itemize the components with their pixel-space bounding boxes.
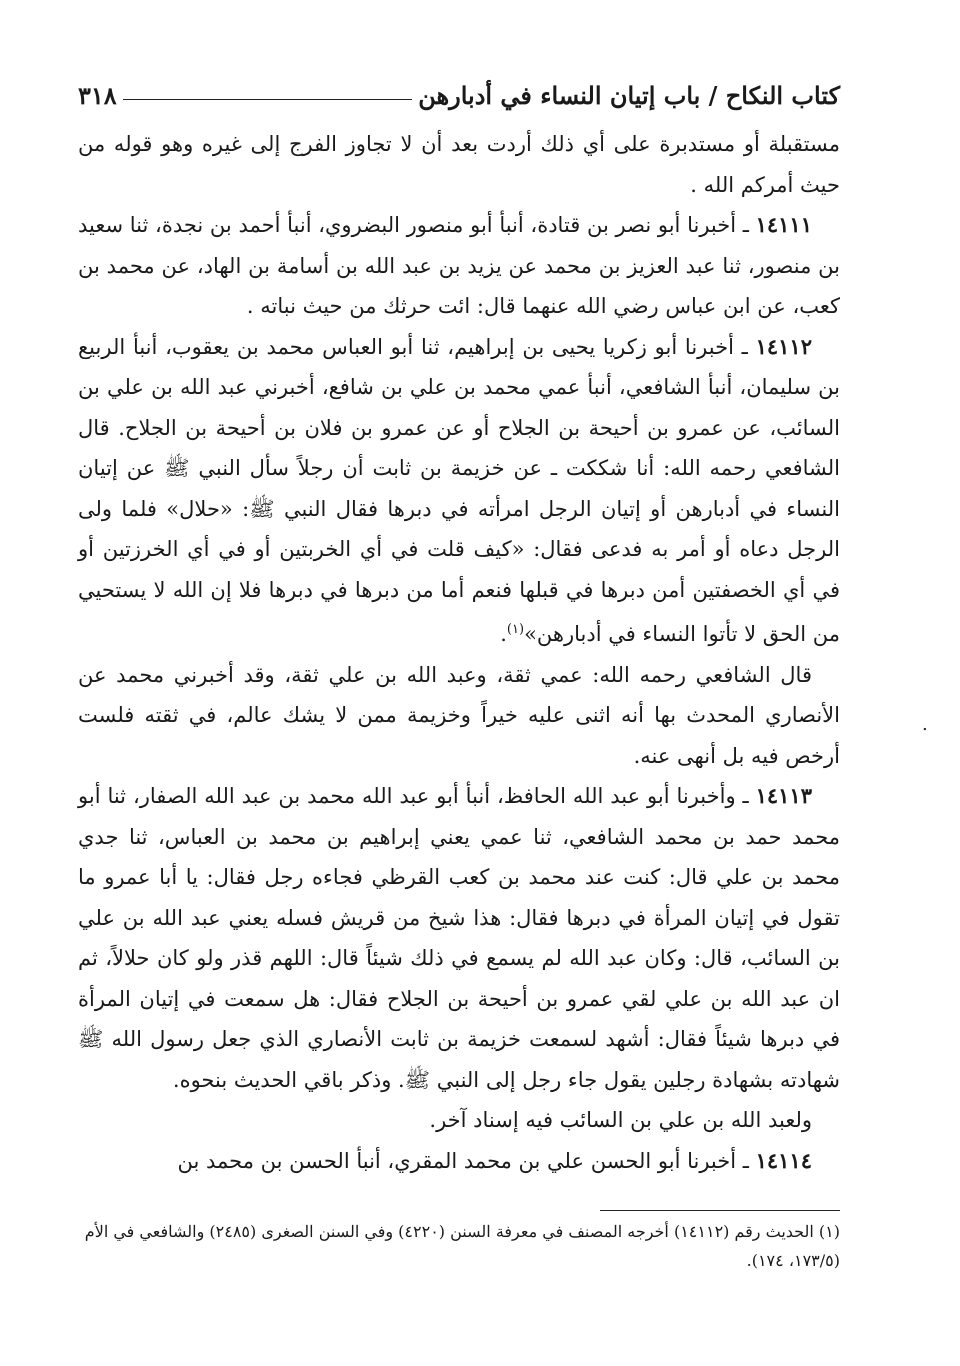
page-number: ٣١٨	[78, 81, 117, 110]
paragraph	[78, 124, 840, 205]
footnote-reference[interactable]: (١)	[506, 622, 525, 637]
hadith-paragraph	[78, 205, 840, 327]
body-text	[78, 124, 840, 1181]
running-header	[78, 70, 840, 110]
hadith-number: ١٤١١١	[755, 212, 812, 237]
footnotes	[78, 1210, 840, 1275]
paragraph-end: .	[500, 622, 507, 646]
hadith-number: ١٤١١٤	[755, 1147, 812, 1173]
paragraph-text: ـ أخبرنا أبو زكريا يحيى بن إبراهيم، ثنا أبو العباس محمد بن يعقوب، أنبأ الربيع بن سليمان، أنبأ الشافعي، أنبأ عمي محمد بن علي بن شافع، أخبرني عبد الله بن علي بن السائب، عن عمرو بن أحيحة بن الجلاح أو عن عمرو بن فلان بن أحيحة بن الجلاح. قال الشافعي رحمه الله: أنا شككت ـ عن خزيمة بن ثابت أن رجلاً سأل النبي ﷺ عن إتيان النساء في أدبارهن أو إتيان الرجل امرأته في دبرها فقال النبي ﷺ: «حلال» فلما ولى الرجل دعاه أو أمر به فدعى فقال: «كيف قلت في أي الخربتين أو في أي الخرزتين أو في أي الخصفتين أمن دبرها في قبلها فنعم أما من دبرها في دبرها فلا إن الله لا يستحيي من الحق لا تأتوا النساء في أدبارهن»	[78, 334, 840, 646]
paragraph-text: قال الشافعي رحمه الله: عمي ثقة، وعبد الله بن علي ثقة، وقد أخبرني محمد عن الأنصاري المحدث بها أنه اثنى عليه خيراً وخزيمة ممن لا يشك عالم، في ثقته فلست أرخص فيه بل أنهى عنه.	[78, 662, 840, 768]
paragraph	[78, 655, 840, 777]
paragraph-text: مستقبلة أو مستدبرة على أي ذلك أردت بعد أن لا تجاوز الفرج إلى غيره وهو قوله من حيث أمركم الله .	[78, 132, 840, 197]
hadith-paragraph	[78, 327, 840, 655]
paragraph-text: ولعبد الله بن علي بن السائب فيه إسناد آخر.	[429, 1108, 812, 1132]
hadith-number: ١٤١١٢	[755, 333, 812, 359]
running-title: كتاب النكاح / باب إتيان النساء في أدبارهن	[418, 81, 840, 110]
hadith-number: ١٤١١٣	[755, 783, 812, 808]
header-rule	[123, 99, 413, 100]
page	[78, 70, 840, 1181]
paragraph-text: ـ أخبرنا أبو نصر بن قتادة، أنبأ أبو منصور البضروي، أنبأ أحمد بن نجدة، ثنا سعيد بن منصور، ثنا عبد العزيز بن محمد عن يزيد بن عبد الله بن أسامة بن الهاد، عن محمد بن كعب، عن ابن عباس رضي الله عنهما قال: ائت حرثك من حيث نباته .	[78, 213, 840, 318]
footnote-rule	[600, 1210, 840, 1211]
margin-mark: .	[922, 714, 928, 735]
hadith-paragraph	[78, 1141, 840, 1182]
hadith-paragraph	[78, 776, 840, 1100]
paragraph	[78, 1100, 840, 1141]
paragraph-text: ـ وأخبرنا أبو عبد الله الحافظ، أنبأ أبو عبد الله محمد بن عبد الله الصفار، ثنا أبو محمد حمد بن محمد الشافعي، ثنا عمي يعني إبراهيم بن محمد بن العباس، ثنا جدي محمد بن علي قال: كنت عند محمد بن كعب القرظي فجاءه رجل فقال: يا أبا عمرو ما تقول في إتيان المرأة في دبرها فقال: هذا شيخ من قريش فسله يعني عبد الله بن علي بن السائب، قال: وكان عبد الله لم يسمع في ذلك شيئاً قال: اللهم قذر ولو كان حلالاً، ثم ان عبد الله بن علي لقي عمرو بن أحيحة بن الجلاح فقال: هل سمعت في إتيان المرأة في دبرها شيئاً فقال: أشهد لسمعت خزيمة بن ثابت الأنصاري الذي جعل رسول الله ﷺ شهادته بشهادة رجلين يقول جاء رجل إلى النبي ﷺ. وذكر باقي الحديث بنحوه.	[78, 784, 840, 1092]
paragraph-text: ـ أخبرنا أبو الحسن علي بن محمد المقري، أنبأ الحسن بن محمد بن	[177, 1148, 756, 1173]
footnote-text: (١) الحديث رقم (١٤١١٢) أخرجه المصنف في معرفة السنن (٤٢٢٠) وفي السنن الصغرى (٢٤٨٥) والشافعي في الأم (١٧٣/٥، ١٧٤).	[84, 1222, 840, 1270]
